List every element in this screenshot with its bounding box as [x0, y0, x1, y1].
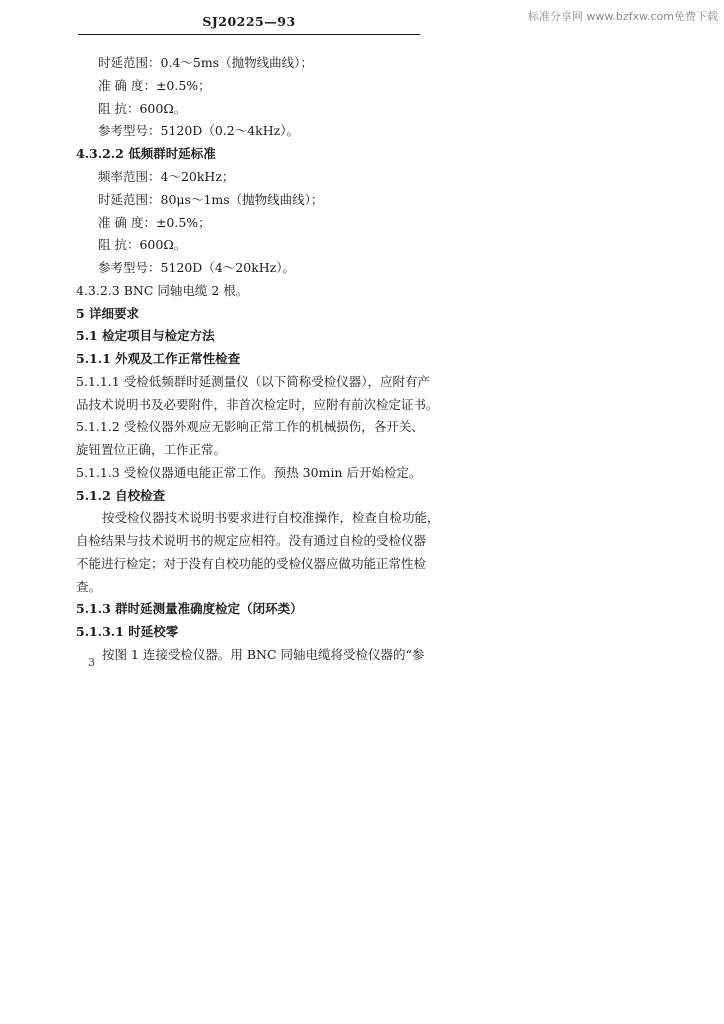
- text-line: 频率范围：4～20kHz；: [98, 169, 235, 184]
- text-line: 旋钮置位正确，工作正常。: [76, 442, 227, 457]
- section-heading: 4.3.2.2 低频群时延标准: [76, 146, 216, 161]
- page-header: SJ20225—93: [78, 14, 420, 35]
- text-line: 参考型号：5120D（4～20kHz）。: [98, 260, 296, 275]
- section-heading: 5.1.1 外观及工作正常性检查: [76, 351, 241, 366]
- text-line: 5.1.1.2 受检仪器外观应无影响正常工作的机械损伤，各开关、: [76, 419, 424, 434]
- text-line: 时延范围：0.4～5ms（抛物线曲线）；: [98, 55, 313, 70]
- section-heading: 5.1.2 自校检查: [76, 488, 166, 503]
- text-line: 5.1.1.3 受检仪器通电能正常工作。预热 30min 后开始检定。: [76, 465, 422, 480]
- text-line: 自检结果与技术说明书的规定应相符。没有通过自检的受检仪器: [76, 533, 427, 548]
- text-line: 查。: [76, 579, 102, 594]
- text-line: 阻 抗：600Ω。: [98, 237, 187, 252]
- text-line: 4.3.2.3 BNC 同轴电缆 2 根。: [76, 283, 249, 298]
- text-line: 5.1.1.1 受检低频群时延测量仪（以下简称受检仪器），应附有产: [76, 374, 430, 389]
- text-line: 不能进行检定；对于没有自校功能的受检仪器应做功能正常性检: [76, 556, 427, 571]
- section-heading: 5.1 检定项目与检定方法: [76, 328, 215, 343]
- section-heading: 5.1.3 群时延测量准确度检定（闭环类）: [76, 601, 303, 616]
- watermark-text: 标准分享网 www.bzfxw.com免费下载: [527, 10, 718, 23]
- section-heading: 5.1.3.1 时延校零: [76, 624, 179, 639]
- text-line: 品技术说明书及必要附件，非首次检定时，应附有前次检定证书。: [76, 397, 439, 412]
- text-line: 准 确 度：±0.5%；: [98, 78, 211, 93]
- text-line: 按图 1 连接受检仪器。用 BNC 同轴电缆将受检仪器的“参: [102, 647, 425, 662]
- text-line: 时延范围：80μs～1ms（抛物线曲线）；: [98, 192, 324, 207]
- section-heading: 5 详细要求: [76, 306, 140, 321]
- text-line: 阻 抗：600Ω。: [98, 101, 187, 116]
- text-line: 按受检仪器技术说明书要求进行自校准操作，检查自检功能，: [102, 510, 440, 525]
- text-line: 准 确 度：±0.5%；: [98, 215, 211, 230]
- page-number: 3: [88, 656, 95, 669]
- text-line: 参考型号：5120D（0.2～4kHz）。: [98, 123, 299, 138]
